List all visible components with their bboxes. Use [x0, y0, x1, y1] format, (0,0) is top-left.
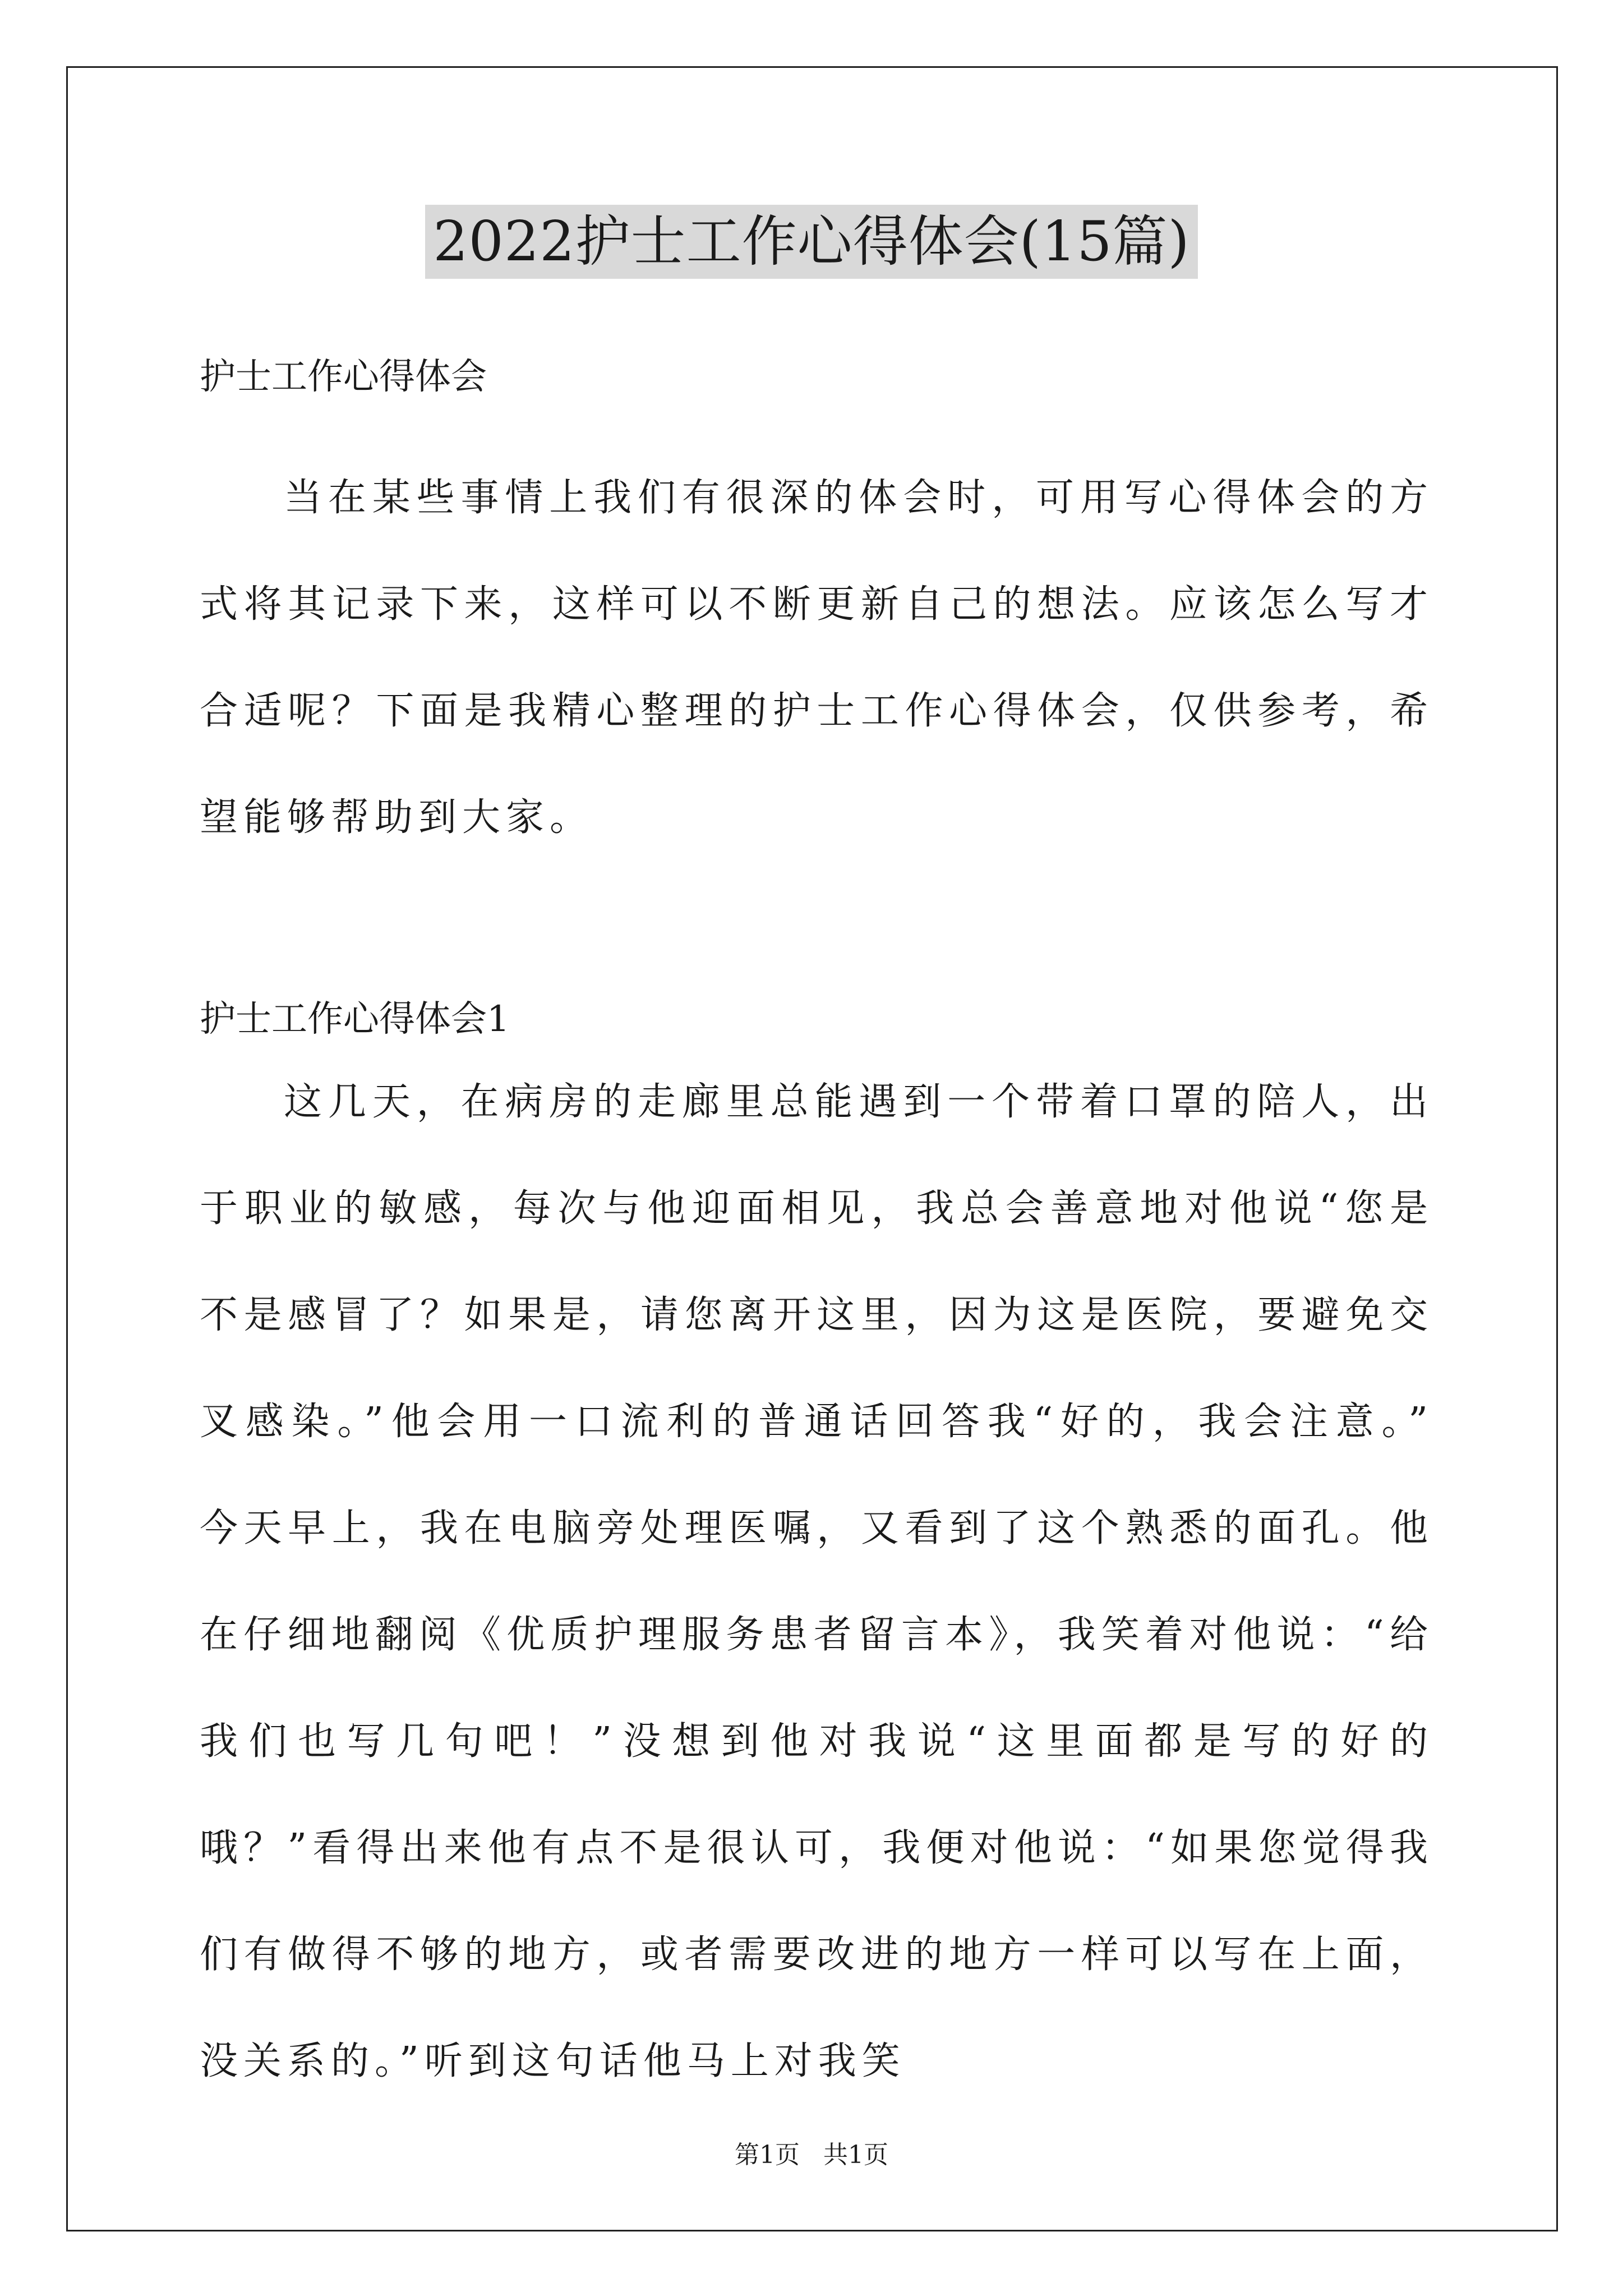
intro-paragraph: 当在某些事情上我们有很深的体会时，可用写心得体会的方式将其记录下来，这样可以不断更新自己的想法。应该怎么写才合适呢？下面是我精心整理的护士工作心得体会，仅供参考，希望能够帮助到大家。: [200, 476, 1433, 840]
title-container: [0, 205, 1623, 279]
document-heading: 护士工作心得体会: [200, 356, 487, 398]
page-footer: [0, 2139, 1623, 2171]
section-1-title: 护士工作心得体会1: [200, 999, 510, 1040]
page-number: 第1页: [735, 2141, 800, 2169]
page-total: 共1页: [823, 2141, 888, 2169]
document-title: 2022护士工作心得体会(15篇): [425, 205, 1198, 279]
section-1-body: 这几天，在病房的走廊里总能遇到一个带着口罩的陪人，出于职业的敏感，每次与他迎面相见，我总会善意地对他说“您是不是感冒了？如果是，请您离开这里，因为这是医院，要避免交叉感染。”他会用一口流利的普通话回答我“好的，我会注意。” 今天早上，我在电脑旁处理医嘱，又看到了这个熟悉的面孔。他在仔细地翻阅《优质护理服务患者留言本》，我笑着对他说：“给我们也写几句吧！”没想到他对我说“这里面都是写的好的哦？”看得出来他有点不是很认可，我便对他说：“如果您觉得我们有做得不够的地方，或者需要改进的地方一样可以写在上面，没关系的。”听到这句话他马上对我笑: [200, 1080, 1478, 2083]
